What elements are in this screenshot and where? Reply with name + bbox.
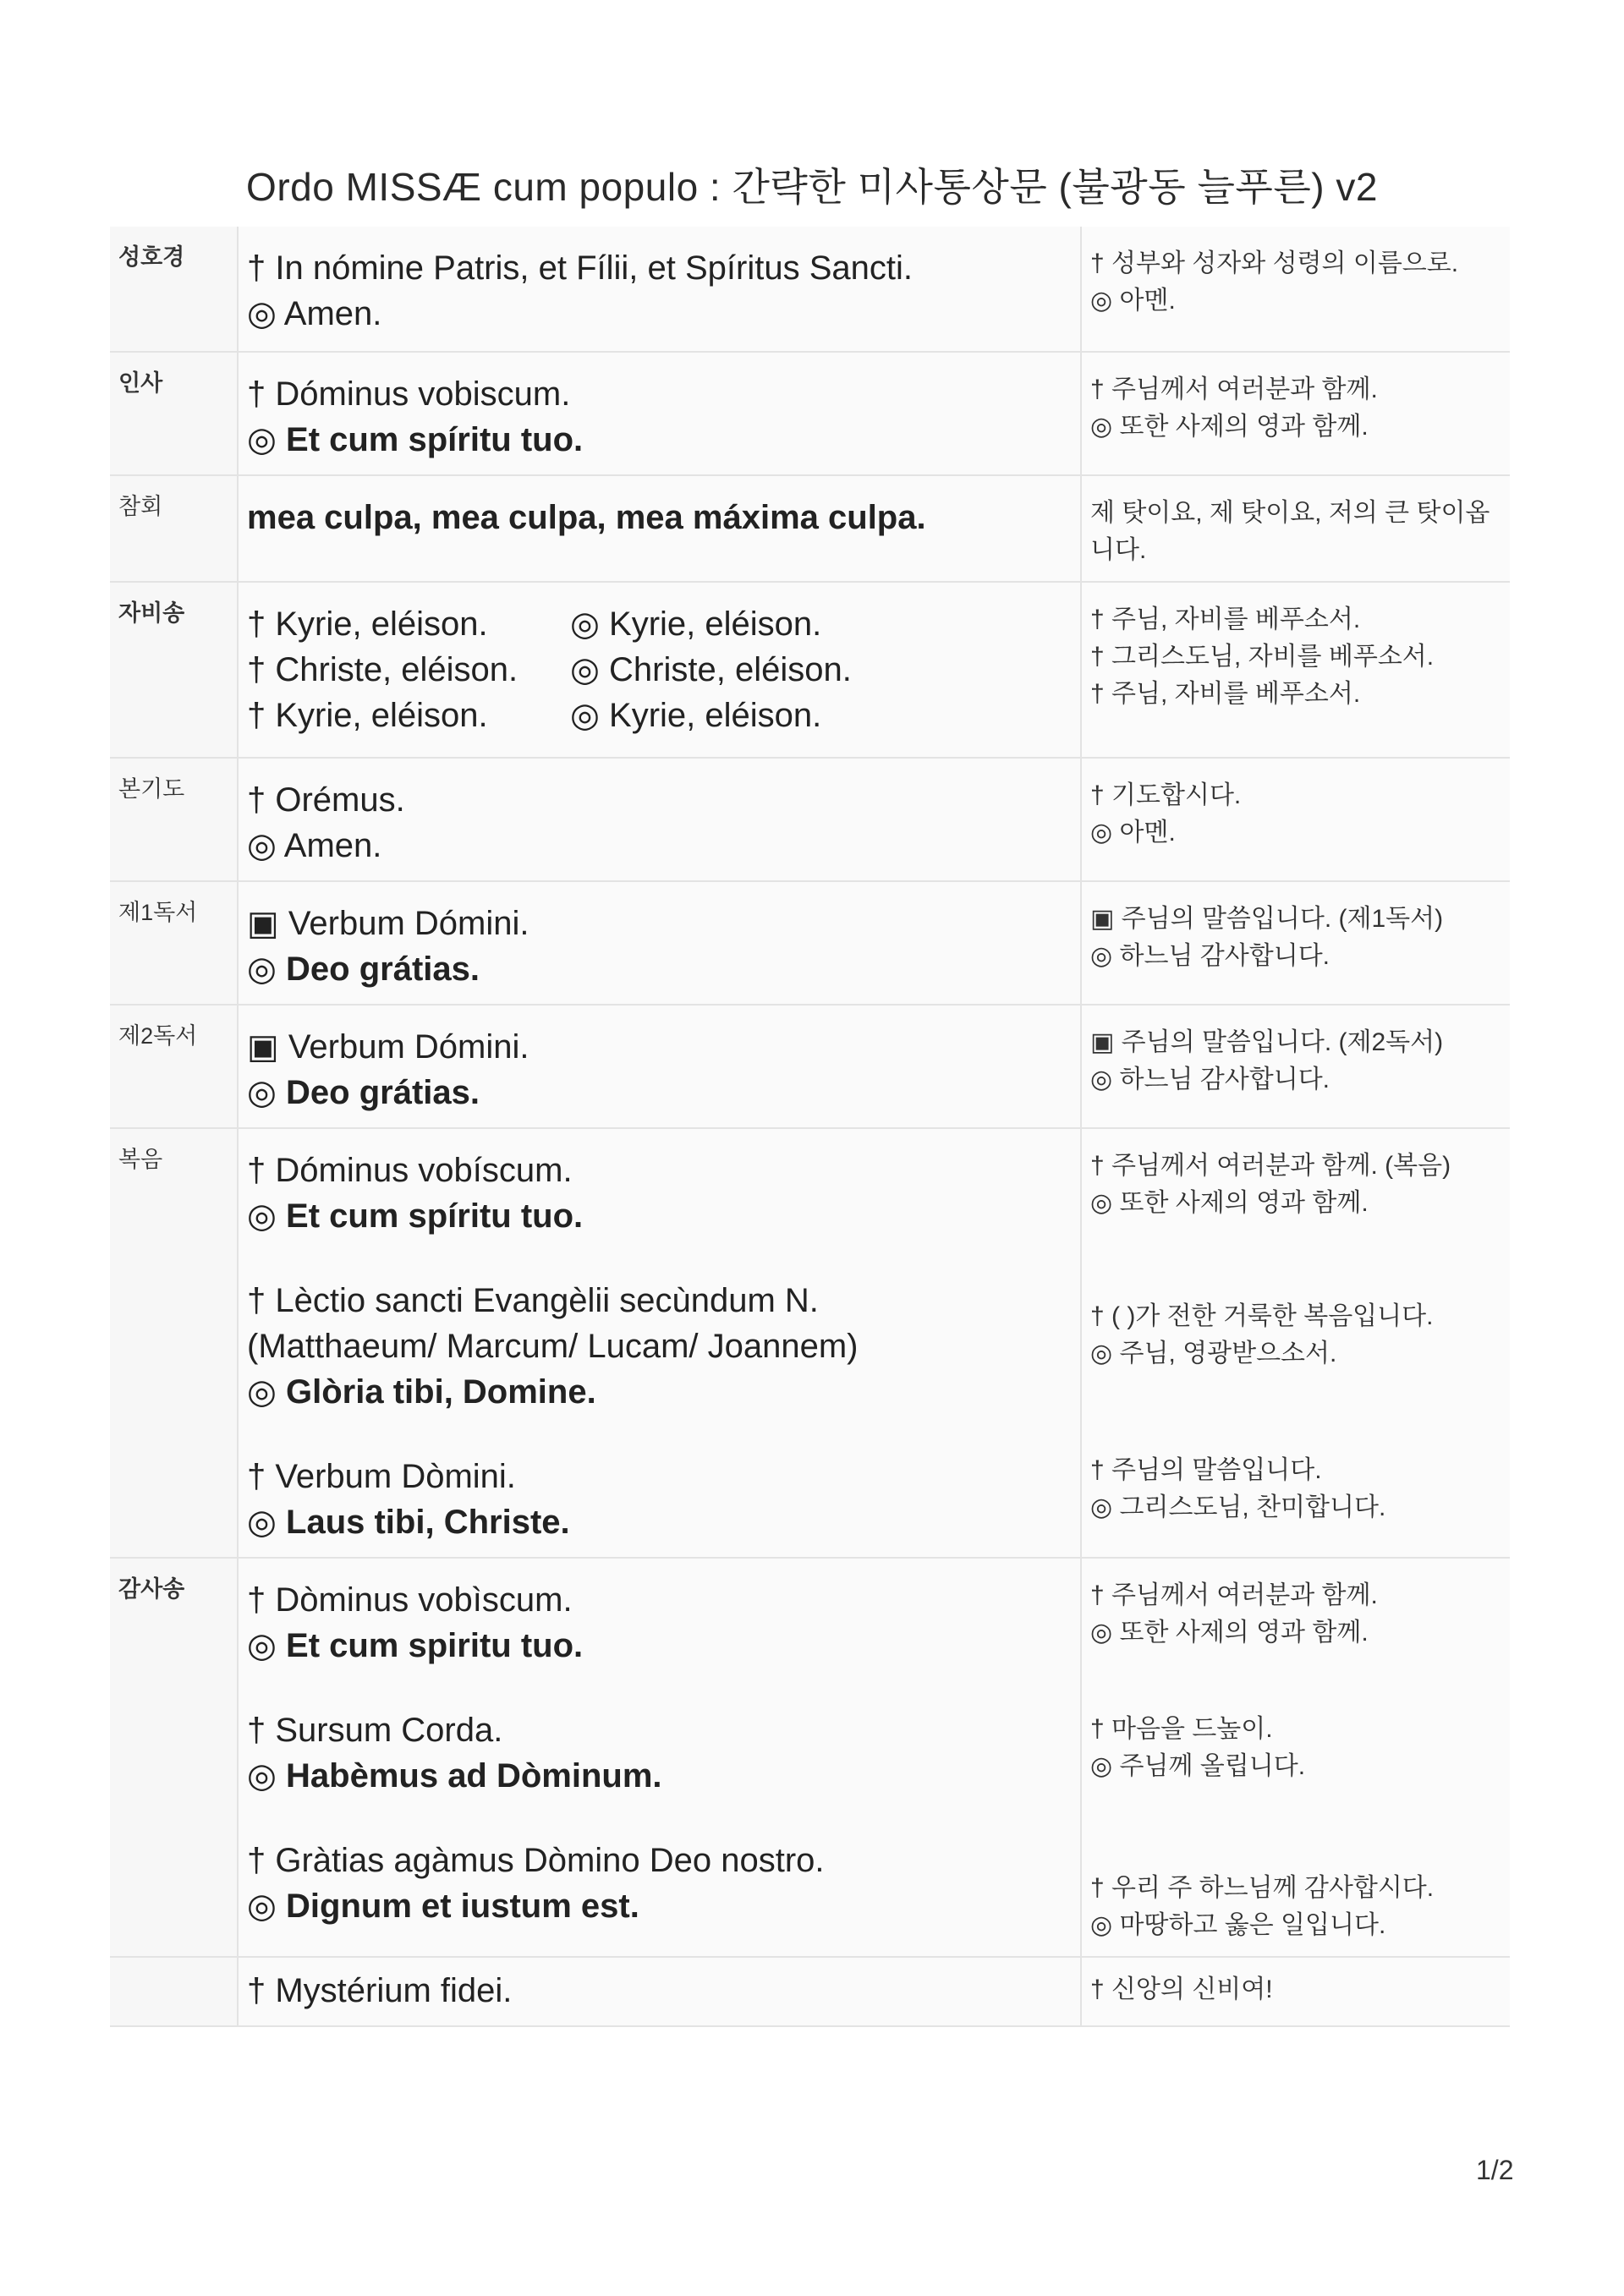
priest-line: † Kyrie, eléison.	[247, 697, 488, 734]
priest-line: † 주님의 말씀입니다.	[1090, 1456, 1322, 1484]
korean-cell	[1081, 1558, 1510, 1957]
section-label: 제2독서	[110, 1005, 238, 1128]
priest-line: † 그리스도님, 자비를 베푸소서.	[1090, 643, 1435, 671]
section-label	[110, 1957, 238, 2026]
dialogue-block	[1090, 1452, 1501, 1526]
people-line: ◎ Amen.	[247, 827, 382, 864]
table-row	[110, 881, 1510, 1005]
dialogue-block	[247, 1148, 1072, 1239]
korean-cell	[1081, 582, 1510, 758]
people-line: ◎ 주님, 영광받으소서.	[1090, 1340, 1337, 1367]
dialogue-block	[247, 1577, 1072, 1669]
people-line: ◎ 하느님 감사합니다.	[1090, 942, 1330, 970]
priest-line: † 기도합시다.	[1090, 781, 1242, 809]
section-label: 제1독서	[110, 881, 238, 1005]
priest-line: † 신앙의 신비여!	[1090, 1975, 1273, 2003]
latin-cell	[238, 758, 1081, 881]
people-line: ◎ Amen.	[247, 295, 382, 332]
korean-cell	[1081, 1005, 1510, 1128]
people-line: ◎ 또한 사제의 영과 함께.	[1090, 1189, 1369, 1217]
section-label: 감사송	[110, 1558, 238, 1957]
dialogue-block	[247, 1838, 1072, 1929]
ordo-table	[110, 227, 1510, 2027]
priest-line: † 성부와 성자와 성령의 이름으로.	[1090, 249, 1459, 277]
priest-line: † 주님께서 여러분과 함께.	[1090, 375, 1378, 403]
priest-line: † 주님, 자비를 베푸소서.	[1090, 606, 1361, 633]
dialogue-block	[247, 1707, 1072, 1799]
priest-line: † Kyrie, eléison.	[247, 606, 488, 643]
table-row	[110, 352, 1510, 475]
people-line: ◎ 또한 사제의 영과 함께.	[1090, 1619, 1369, 1647]
korean-cell	[1081, 352, 1510, 475]
people-line: ◎ Kyrie, eléison.	[570, 697, 822, 734]
latin-cell	[238, 582, 1081, 758]
dialogue-block	[247, 1454, 1072, 1545]
latin-cell	[238, 1005, 1081, 1128]
priest-line: † ( )가 전한 거룩한 복음입니다.	[1090, 1302, 1434, 1330]
priest-line: † 마음을 드높이.	[1090, 1715, 1273, 1743]
table-row	[110, 475, 1510, 582]
reader-line: ▣ Verbum Dómini.	[247, 1028, 529, 1066]
people-line: ◎ 그리스도님, 찬미합니다.	[1090, 1493, 1386, 1521]
people-line: ◎ Et cum spíritu tuo.	[247, 421, 584, 458]
people-line: ◎ 아멘.	[1090, 287, 1176, 315]
people-line: ◎ Dignum et iustum est.	[247, 1888, 639, 1925]
priest-line: † 주님께서 여러분과 함께.	[1090, 1581, 1378, 1609]
priest-line: † In nómine Patris, et Fílii, et Spíritus Sancti.	[247, 249, 913, 287]
people-line: ◎ Laus tibi, Christe.	[247, 1504, 570, 1541]
dialogue-block	[1090, 1711, 1501, 1785]
priest-line: (Matthaeum/ Marcum/ Lucam/ Joannem)	[247, 1328, 859, 1365]
latin-cell	[238, 475, 1081, 582]
table-row	[110, 1005, 1510, 1128]
section-label: 참회	[110, 475, 238, 582]
page-number: 1/2	[1476, 2155, 1514, 2185]
people-line: ◎ Et cum spíritu tuo.	[247, 1197, 584, 1235]
people-line: ◎ 주님께 올립니다.	[1090, 1752, 1306, 1780]
korean-cell	[1081, 881, 1510, 1005]
section-label: 복음	[110, 1128, 238, 1558]
section-label: 인사	[110, 352, 238, 475]
dialogue-block	[1090, 1577, 1501, 1652]
priest-line: † 우리 주 하느님께 감사합시다.	[1090, 1874, 1435, 1902]
latin-cell	[238, 1558, 1081, 1957]
dialogue-block	[1090, 1148, 1501, 1222]
people-line: ◎ 또한 사제의 영과 함께.	[1090, 413, 1369, 441]
table-row	[110, 1558, 1510, 1957]
people-line: ◎ Deo grátias.	[247, 951, 480, 988]
priest-line: † Orémus.	[247, 781, 405, 819]
section-label: 본기도	[110, 758, 238, 881]
table-row	[110, 758, 1510, 881]
people-line: ◎ 아멘.	[1090, 819, 1176, 847]
page-title: Ordo MISSÆ cum populo : 간략한 미사통상문 (불광동 늘푸른) v2	[246, 165, 1378, 209]
kyrie-grid	[247, 601, 1072, 738]
korean-cell	[1081, 758, 1510, 881]
table-row	[110, 582, 1510, 758]
priest-line: † 주님, 자비를 베푸소서.	[1090, 680, 1361, 708]
priest-line: † Sursum Corda.	[247, 1712, 503, 1749]
dialogue-block	[1090, 1870, 1501, 1944]
latin-cell	[238, 227, 1081, 352]
latin-cell	[238, 1957, 1081, 2026]
reader-line: ▣ 주님의 말씀입니다. (제1독서)	[1090, 905, 1444, 933]
people-line: ◎ Deo grátias.	[247, 1074, 480, 1111]
latin-cell	[238, 881, 1081, 1005]
table-row	[110, 1957, 1510, 2026]
priest-line: † Christe, eléison.	[247, 651, 518, 688]
people-line: ◎ 하느님 감사합니다.	[1090, 1066, 1330, 1093]
priest-line: † Dòminus vobìscum.	[247, 1581, 573, 1619]
priest-line: † Verbum Dòmini.	[247, 1458, 516, 1495]
people-line: mea culpa, mea culpa, mea máxima culpa.	[247, 499, 926, 536]
korean-cell	[1081, 1957, 1510, 2026]
priest-line: † Dóminus vobiscum.	[247, 375, 571, 413]
table-row	[110, 1128, 1510, 1558]
priest-line: † Lèctio sancti Evangèlii secùndum N.	[247, 1282, 819, 1319]
priest-line: † Mystérium fidei.	[247, 1972, 513, 2009]
people-line: ◎ Kyrie, eléison.	[570, 606, 822, 643]
dialogue-block	[1090, 1298, 1501, 1373]
latin-cell	[238, 352, 1081, 475]
reader-line: ▣ 주님의 말씀입니다. (제2독서)	[1090, 1028, 1444, 1056]
latin-cell	[238, 1128, 1081, 1558]
section-label: 성호경	[110, 227, 238, 352]
people-line: ◎ Habèmus ad Dòminum.	[247, 1757, 662, 1795]
people-line: ◎ Glòria tibi, Domine.	[247, 1373, 596, 1411]
people-line: ◎ 마땅하고 옳은 일입니다.	[1090, 1911, 1386, 1939]
korean-cell	[1081, 1128, 1510, 1558]
priest-line: † Gràtias agàmus Dòmino Deo nostro.	[247, 1842, 825, 1879]
table-row	[110, 227, 1510, 352]
people-line: ◎ Christe, eléison.	[570, 651, 852, 688]
people-line: 제 탓이요, 제 탓이요, 저의 큰 탓이옵니다.	[1090, 499, 1490, 564]
people-line: ◎ Et cum spiritu tuo.	[247, 1627, 584, 1664]
korean-cell	[1081, 227, 1510, 352]
reader-line: ▣ Verbum Dómini.	[247, 905, 529, 942]
priest-line: † 주님께서 여러분과 함께. (복음)	[1090, 1152, 1451, 1180]
priest-line: † Dóminus vobíscum.	[247, 1152, 573, 1189]
section-label: 자비송	[110, 582, 238, 758]
korean-cell	[1081, 475, 1510, 582]
dialogue-block	[247, 1278, 1072, 1415]
